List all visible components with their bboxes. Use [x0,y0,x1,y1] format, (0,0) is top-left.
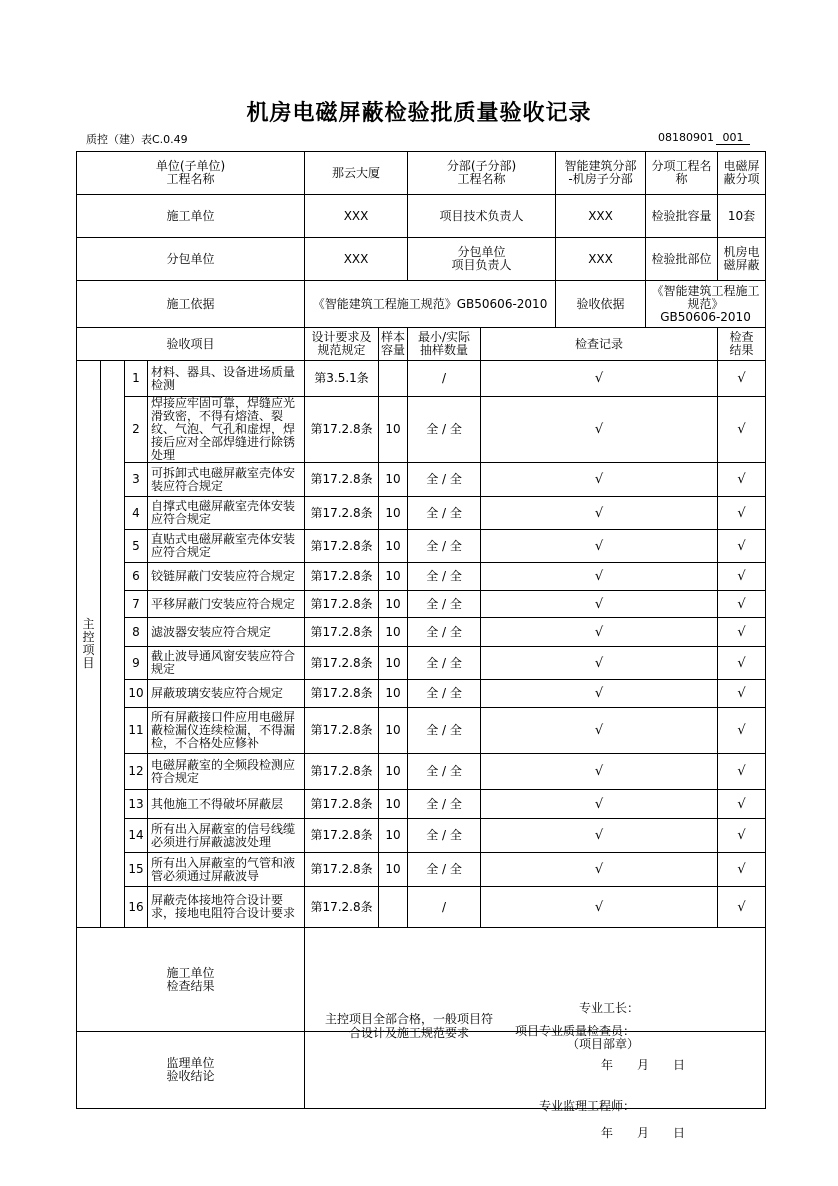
manager-label: 项目技术负责人 [408,195,556,238]
acceptance-label: 验收依据 [556,281,646,328]
item-cell [125,790,305,819]
sample-capacity: 10 [379,790,408,819]
item-number: 7 [125,591,148,617]
design-spec: 第17.2.8条 [305,397,379,463]
design-spec: 第17.2.8条 [305,497,379,530]
sample-capacity: 10 [379,497,408,530]
min-actual-sample: 全 / 全 [408,618,481,647]
basis-value: 《智能建筑工程施工规范》GB50606-2010 [305,281,556,328]
item-description: 电磁屏蔽室的全频段检测应符合规定 [151,757,296,785]
location-label: 检验批部位 [646,238,718,281]
sample-capacity: 10 [379,618,408,647]
table-row [77,530,766,563]
item-description: 自撑式电磁屏蔽室壳体安装应符合规定 [151,499,296,526]
item-cell [125,361,305,397]
item-description: 直贴式电磁屏蔽室壳体安装应符合规定 [151,532,296,559]
col-sample: 样本 容量 [379,328,408,361]
item-cell [125,853,305,887]
table-row [77,819,766,853]
min-actual-sample: 全 / 全 [408,754,481,790]
item-number: 9 [125,647,148,679]
seal-label: （项目部章） [567,1036,640,1051]
item-number: 3 [125,463,148,496]
table-row [77,361,766,397]
contractor-label: 施工单位 [77,195,305,238]
supervision-check-content [305,1032,766,1140]
check-result: √ [718,819,766,853]
check-record: √ [481,680,718,708]
design-spec: 第17.2.8条 [305,887,379,928]
check-record: √ [481,563,718,591]
sample-capacity: 10 [379,680,408,708]
main-control-label: 主 控 项 目 [77,361,101,928]
construction-date: 年 月 日 [601,1057,686,1072]
sample-capacity [379,361,408,397]
min-actual-sample: 全 / 全 [408,497,481,530]
min-actual-sample: 全 / 全 [408,397,481,463]
table-row [77,680,766,708]
unit-label: 单位(子单位) 工程名称 [77,152,305,195]
subcontractor-label: 分包单位 [77,238,305,281]
item-number: 5 [125,530,148,562]
check-result: √ [718,618,766,647]
construction-check-content [305,928,766,1072]
check-result: √ [718,853,766,887]
design-spec: 第17.2.8条 [305,708,379,754]
sample-capacity: 10 [379,591,408,618]
col-record: 检查记录 [481,328,718,361]
item-cell [125,618,305,647]
item-cell [125,887,305,928]
check-result: √ [718,563,766,591]
sample-capacity: 10 [379,819,408,853]
division-label: 分部(子分部) 工程名称 [408,152,556,195]
table-row [77,647,766,680]
min-actual-sample: 全 / 全 [408,591,481,618]
min-actual-sample: 全 / 全 [408,680,481,708]
item-cell [125,530,305,563]
min-actual-sample: 全 / 全 [408,708,481,754]
check-record: √ [481,647,718,680]
item-cell [125,647,305,680]
form-number-suffix: 001 [716,131,750,145]
construction-check-row [77,928,766,1032]
design-spec: 第17.2.8条 [305,680,379,708]
min-actual-sample: / [408,887,481,928]
supervision-date: 年 月 日 [601,1126,686,1140]
design-spec: 第17.2.8条 [305,591,379,618]
capacity-value: 10套 [718,195,766,238]
contractor-value: XXX [305,195,408,238]
min-actual-sample: 全 / 全 [408,853,481,887]
table-row [77,754,766,790]
sample-capacity [379,887,408,928]
check-record: √ [481,530,718,563]
subcontractor-value: XXX [305,238,408,281]
basis-label: 施工依据 [77,281,305,328]
item-number: 2 [125,397,148,462]
manager-value: XXX [556,195,646,238]
item-number: 8 [125,618,148,646]
design-spec: 第17.2.8条 [305,618,379,647]
form-number-prefix: 08180901 [658,131,714,144]
check-record: √ [481,618,718,647]
item-description: 所有屏蔽接口件应用电磁屏蔽检漏仪连续检漏，不得漏检，不合格处应修补 [151,710,296,750]
check-result: √ [718,397,766,463]
column-header-row [77,328,766,361]
col-min-actual: 最小/实际 抽样数量 [408,328,481,361]
check-result: √ [718,680,766,708]
item-cell [125,563,305,591]
check-record: √ [481,887,718,928]
check-record: √ [481,790,718,819]
design-spec: 第17.2.8条 [305,790,379,819]
construction-conclusion: 主控项目全部合格，一般项目符 合设计及施工规范要求 [325,1011,494,1040]
item-description: 焊接应牢固可靠，焊缝应光滑致密，不得有熔渣、裂纹、气泡、气孔和虚焊，焊接后应对全部焊缝进行除锈处理 [151,396,296,462]
table-row [77,887,766,928]
check-record: √ [481,463,718,497]
supervision-check-label: 监理单位 验收结论 [77,1032,305,1109]
sub-manager-label: 分包单位 项目负责人 [408,238,556,281]
acceptance-value: 《智能建筑工程施工规范》 GB50606-2010 [646,281,766,328]
engineer-label: 专业监理工程师： [539,1099,636,1113]
table-row [77,463,766,497]
col-result: 检查 结果 [718,328,766,361]
design-spec: 第17.2.8条 [305,530,379,563]
check-record: √ [481,591,718,618]
header-row-basis [77,281,766,328]
check-record: √ [481,708,718,754]
sample-capacity: 10 [379,530,408,563]
item-cell [125,497,305,530]
design-spec: 第17.2.8条 [305,563,379,591]
item-description: 屏蔽壳体接地符合设计要求，接地电阻符合设计要求 [151,893,296,920]
item-description: 滤波器安装应符合规定 [151,624,272,639]
sample-capacity: 10 [379,397,408,463]
item-cell [125,708,305,754]
acceptance-record-table [76,151,766,1140]
location-value: 机房电磁屏蔽 [718,238,766,281]
item-description: 其他施工不得破坏屏蔽层 [151,796,284,811]
item-description: 铰链屏蔽门安装应符合规定 [151,569,296,583]
document-title: 机房电磁屏蔽检验批质量验收记录 [246,100,592,126]
item-number: 6 [125,563,148,590]
table-row [77,790,766,819]
check-result: √ [718,497,766,530]
table-row [77,497,766,530]
check-result: √ [718,647,766,680]
min-actual-sample: 全 / 全 [408,463,481,497]
check-result: √ [718,887,766,928]
capacity-label: 检验批容量 [646,195,718,238]
construction-check-label: 施工单位 检查结果 [77,928,305,1032]
check-result: √ [718,361,766,397]
subitem-label: 分项工程名称 [646,152,718,195]
min-actual-sample: / [408,361,481,397]
sample-capacity: 10 [379,463,408,497]
spacer-column [101,361,125,928]
design-spec: 第17.2.8条 [305,647,379,680]
col-item: 验收项目 [77,328,305,361]
header-row-unit [77,152,766,195]
check-result: √ [718,463,766,497]
check-record: √ [481,361,718,397]
item-description: 截止波导通风窗安装应符合规定 [151,649,296,676]
design-spec: 第3.5.1条 [305,361,379,397]
sample-capacity: 10 [379,754,408,790]
subitem-value: 电磁屏蔽分项 [718,152,766,195]
table-row [77,591,766,618]
sample-capacity: 10 [379,708,408,754]
unit-value: 那云大厦 [305,152,408,195]
design-spec: 第17.2.8条 [305,463,379,497]
item-number: 11 [125,708,148,753]
check-result: √ [718,708,766,754]
item-description: 可拆卸式电磁屏蔽室壳体安装应符合规定 [151,465,296,493]
table-row [77,708,766,754]
item-description: 平移屏蔽门安装应符合规定 [151,596,296,611]
item-description: 材料、器具、设备进场质量检测 [151,364,296,392]
design-spec: 第17.2.8条 [305,754,379,790]
item-description: 屏蔽玻璃安装应符合规定 [151,686,284,700]
sample-capacity: 10 [379,563,408,591]
foreman-label: 专业工长： [579,1000,640,1015]
min-actual-sample: 全 / 全 [408,790,481,819]
min-actual-sample: 全 / 全 [408,530,481,563]
check-record: √ [481,853,718,887]
item-number: 1 [125,361,148,396]
min-actual-sample: 全 / 全 [408,647,481,680]
item-cell [125,754,305,790]
check-record: √ [481,754,718,790]
form-number [658,131,750,145]
check-record: √ [481,819,718,853]
item-cell [125,397,305,463]
header-row-subcontractor [77,238,766,281]
table-row [77,563,766,591]
design-spec: 第17.2.8条 [305,853,379,887]
check-record: √ [481,497,718,530]
check-record: √ [481,397,718,463]
min-actual-sample: 全 / 全 [408,563,481,591]
sub-manager-value: XXX [556,238,646,281]
col-design: 设计要求及 规范规定 [305,328,379,361]
item-number: 15 [125,853,148,886]
item-number: 14 [125,819,148,852]
division-value: 智能建筑分部 -机房子分部 [556,152,646,195]
item-cell [125,680,305,708]
item-description: 所有出入屏蔽室的气管和液管必须通过屏蔽波导 [151,855,296,883]
check-result: √ [718,790,766,819]
header-row-contractor [77,195,766,238]
design-spec: 第17.2.8条 [305,819,379,853]
sample-capacity: 10 [379,647,408,680]
sample-capacity: 10 [379,853,408,887]
form-code: 质控（建）表C.0.49 [86,133,188,146]
check-result: √ [718,591,766,618]
item-number: 12 [125,754,148,789]
check-result: √ [718,530,766,563]
item-number: 10 [125,680,148,707]
item-cell [125,591,305,618]
item-cell [125,463,305,497]
table-row [77,397,766,463]
item-number: 4 [125,497,148,529]
item-number: 13 [125,790,148,818]
inspector-label: 项目专业质量检查员： [515,1023,636,1038]
check-result: √ [718,754,766,790]
item-description: 所有出入屏蔽室的信号线缆必须进行屏蔽滤波处理 [151,821,296,849]
table-row [77,618,766,647]
item-number: 16 [125,887,148,927]
item-cell [125,819,305,853]
table-row [77,853,766,887]
min-actual-sample: 全 / 全 [408,819,481,853]
